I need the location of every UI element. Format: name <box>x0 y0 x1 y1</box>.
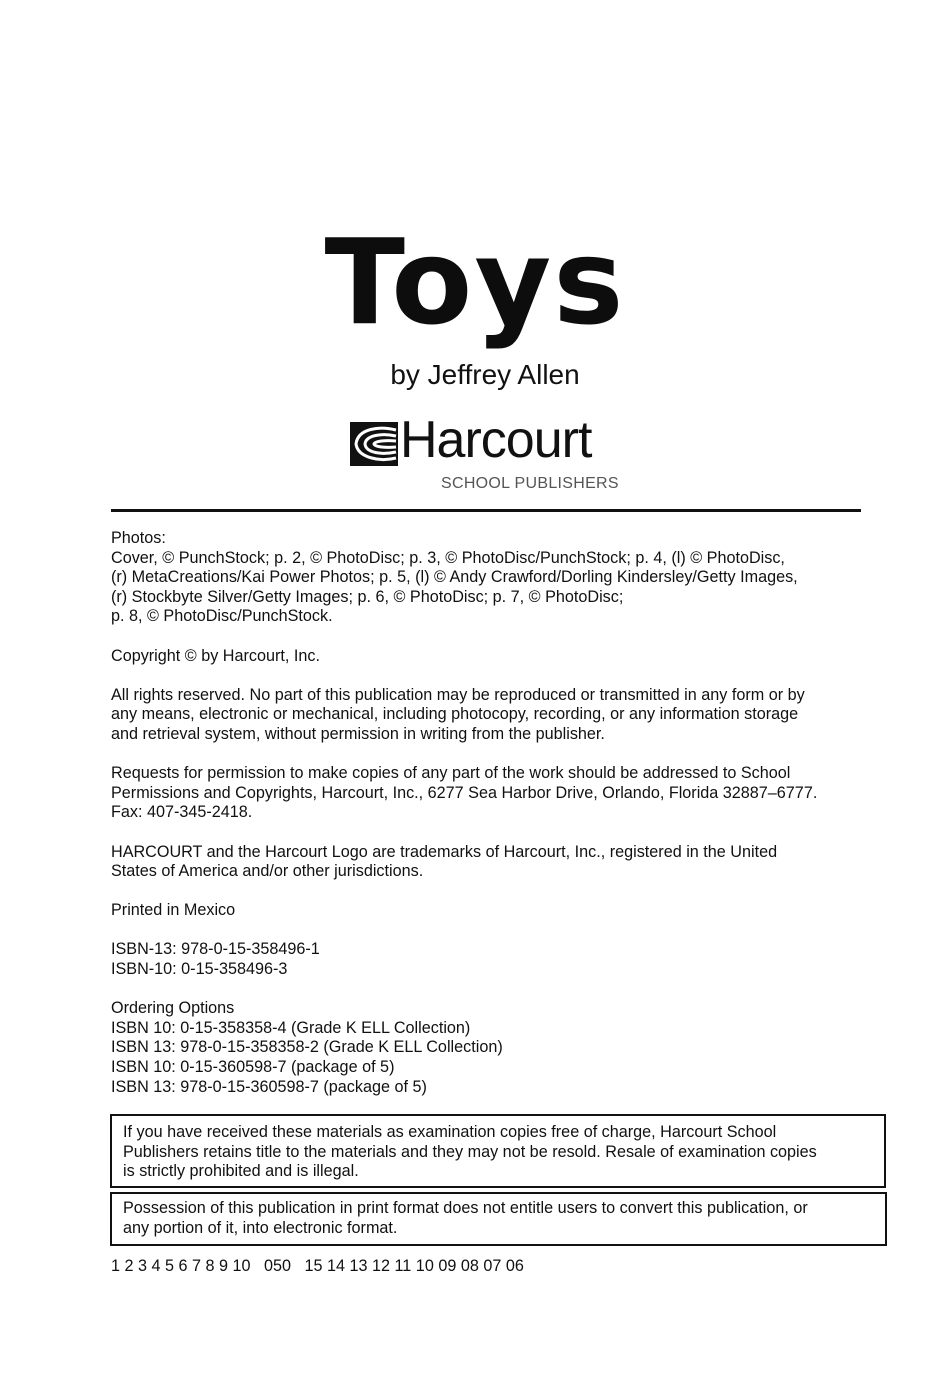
printed-line: Printed in Mexico <box>111 901 236 920</box>
publisher-logo <box>350 411 620 495</box>
divider-rule <box>111 509 861 512</box>
examination-copy-notice <box>110 1114 886 1188</box>
permissions-line: Permissions and Copyrights, Harcourt, Inc., 6277 Sea Harbor Drive, Orlando, Florida 32887–6777. <box>111 783 818 802</box>
notice-line: If you have received these materials as examination copies free of charge, Harcourt School <box>123 1123 777 1141</box>
ordering-heading: Ordering Options <box>111 999 235 1018</box>
trademark-line: States of America and/or other jurisdictions. <box>111 862 424 881</box>
permissions-line: Fax: 407-345-2418. <box>111 803 253 822</box>
ordering-options <box>111 999 891 1097</box>
rights-line: All rights reserved. No part of this publication may be reproduced or transmitted in any form or by <box>111 685 805 704</box>
isbn-block <box>111 940 891 979</box>
rights-statement <box>111 686 891 745</box>
notice-line: any portion of it, into electronic format. <box>123 1218 398 1237</box>
trademark-statement <box>111 843 891 882</box>
author-byline: by Jeffrey Allen <box>390 359 580 390</box>
permissions-statement <box>111 764 891 823</box>
rights-line: and retrieval system, without permission in writing from the publisher. <box>111 724 605 743</box>
copyright-notice <box>111 647 891 667</box>
copyright-page-text <box>111 529 891 1117</box>
electronic-format-notice <box>110 1192 887 1246</box>
notice-line: is strictly prohibited and is illegal. <box>123 1162 359 1181</box>
trademark-line: HARCOURT and the Harcourt Logo are trademarks of Harcourt, Inc., registered in the United <box>111 842 778 861</box>
isbn-line: ISBN-10: 0-15-358496-3 <box>111 960 288 979</box>
copyright-line: Copyright © by Harcourt, Inc. <box>111 646 320 665</box>
notice-line: Possession of this publication in print format does not entitle users to convert this publication, or <box>123 1199 808 1217</box>
harcourt-swirl-icon <box>350 422 398 466</box>
permissions-line: Requests for permission to make copies of any part of the work should be addressed to School <box>111 764 791 783</box>
ordering-line: ISBN 10: 0-15-358358-4 (Grade K ELL Collection) <box>111 1018 471 1037</box>
isbn-line: ISBN-13: 978-0-15-358496-1 <box>111 940 320 959</box>
book-title: Toys <box>324 213 626 351</box>
ordering-line: ISBN 13: 978-0-15-360598-7 (package of 5) <box>111 1077 427 1096</box>
notice-line: Publishers retains title to the materials and they may not be resold. Resale of examination copies <box>123 1142 817 1161</box>
printed-in <box>111 901 891 921</box>
photo-credits-heading: Photos: <box>111 529 166 547</box>
rights-line: any means, electronic or mechanical, including photocopy, recording, or any information storage <box>111 705 799 724</box>
ordering-line: ISBN 10: 0-15-360598-7 (package of 5) <box>111 1058 395 1077</box>
publisher-division: SCHOOL PUBLISHERS <box>441 475 619 492</box>
publisher-name: Harcourt <box>400 411 592 469</box>
photo-credits <box>111 529 891 627</box>
photo-credit-line: p. 8, © PhotoDisc/PunchStock. <box>111 607 333 626</box>
ordering-line: ISBN 13: 978-0-15-358358-2 (Grade K ELL Collection) <box>111 1038 503 1057</box>
printing-number-line: 1 2 3 4 5 6 7 8 9 10 050 15 14 13 12 11 10 09 08 07 06 <box>111 1257 524 1275</box>
photo-credit-line: Cover, © PunchStock; p. 2, © PhotoDisc; p. 3, © PhotoDisc/PunchStock; p. 4, (l) © PhotoDisc, <box>111 548 785 567</box>
photo-credit-line: (r) MetaCreations/Kai Power Photos; p. 5, (l) © Andy Crawford/Dorling Kindersley/Getty Images, <box>111 568 798 587</box>
photo-credit-line: (r) Stockbyte Silver/Getty Images; p. 6, © PhotoDisc; p. 7, © PhotoDisc; <box>111 587 624 606</box>
